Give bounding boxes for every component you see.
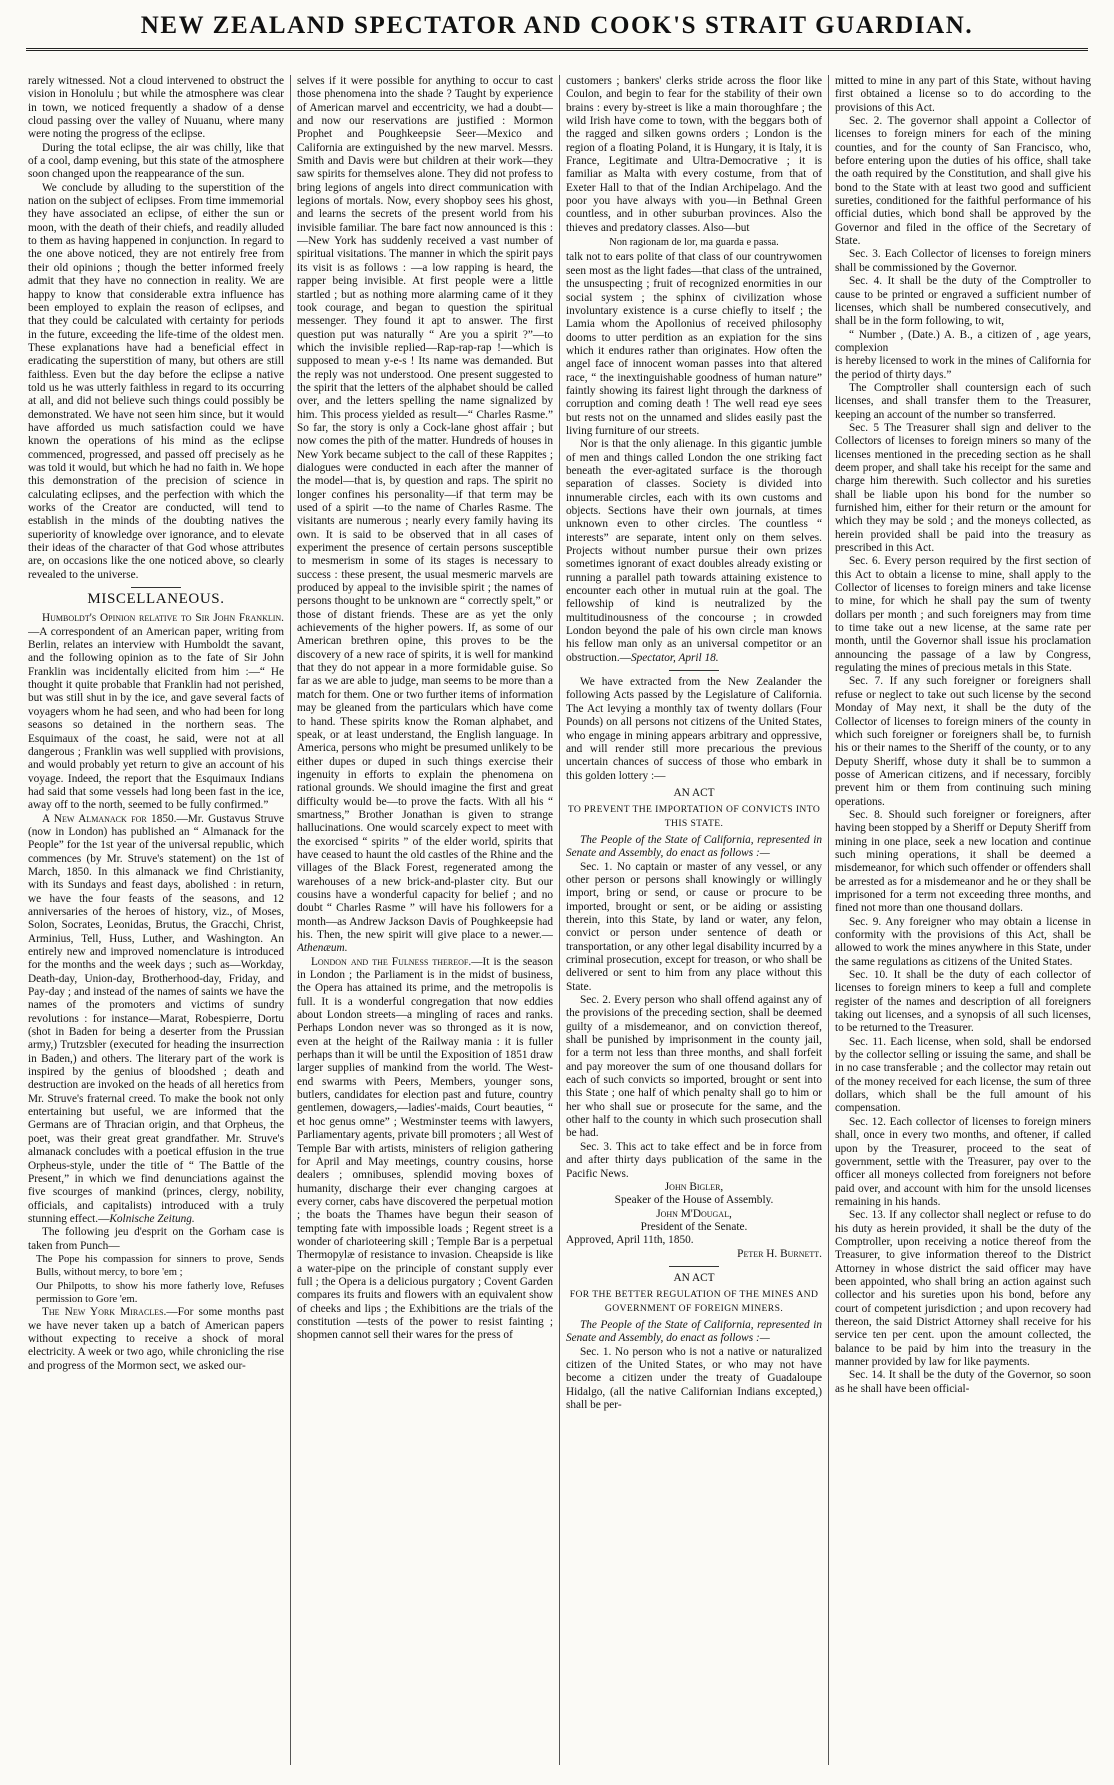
section-divider — [669, 670, 719, 671]
signatory-role: Speaker of the House of Assembly. — [614, 1194, 774, 1207]
article-lead: London and the Fulness thereof. — [311, 955, 472, 968]
act-section: Sec. 8. Should such foreigner or foreigners, after having been stopped by a Sheriff or Deputy Sheriff from mining in one place, seek a new location and continue such mining operations, it shall be deemed a misdemeanor, for which such offender or offenders shall be arrested as for a misdemeanor and he or they shall be imprisoned for a term not exceeding three months, and fined not more than one thousand dollars. — [835, 808, 1091, 915]
act-section: Sec. 14. It shall be the duty of the Governor, so soon as he shall have been official- — [835, 1369, 1091, 1395]
section-heading-miscellaneous: MISCELLANEOUS. — [87, 591, 225, 608]
signatory-role: President of the Senate. — [640, 1220, 748, 1233]
article-lead: A New Almanack for 1850. — [42, 812, 177, 825]
article-miracles-continued — [297, 75, 553, 956]
act-section: Sec. 12. Each collector of licenses to foreign miners shall, once in every two months, and oftener, if called upon by the Treasurer, proceed to the seat of government, settle with the Treasurer, pay over to the officer all moneys collected from foreigners not before paid over, and account with him for the unsold licenses remaining in his hands. — [835, 1115, 1091, 1208]
article-source: Athenæum. — [297, 942, 348, 955]
column-2 — [297, 75, 553, 1765]
article-almanack — [28, 813, 284, 1227]
column-1 — [28, 75, 284, 1765]
act-section: Sec. 6. Every person required by the first section of this Act to obtain a license to mine, shall apply to the Collector of licenses to foreign miners and take license to mine, for which he shall pay the sum of twenty dollars per month ; and such foreigners may from time to time take out a new license, at the same rate per month, until the Governor shall issue his proclamation announcing the passage of a law by Congress, regulating the mines of precious metals in this State. — [835, 555, 1091, 675]
act-section: Sec. 2. The governor shall appoint a Collector of licenses to foreign miners for each of the mining counties, and for the county of San Francisco, who, before entering upon the duties of his office, shall take the oath required by the Constitution, and shall give his bond to the State with at least two good and sufficient sureties, conditioned for the faithful performance of his official duties, which bond shall be approved by the Governor and filed in the office of the Secretary of State. — [835, 115, 1091, 248]
column-divider — [559, 75, 560, 1765]
column-divider — [290, 75, 291, 1765]
verse-line: Our Philpotts, to show his more fatherly love, Refuses permission to Gore 'em. — [36, 1280, 284, 1305]
acts-intro: We have extracted from the New Zealander the following Acts passed by the Legislature of California. The Act levying a monthly tax of twenty dollars (Four Pounds) on all persons not citizens of the United States, who engage in mining appears arbitrary and oppressive, and will render still more precarious the previous uncertain chances of success of those who embark in this golden lottery :— — [566, 676, 822, 782]
article-body: —For some months past we have never taken up a batch of American papers without expecting to receive a shock of moral electricity. A week or two ago, while chronicling the rise and progress of the Mormon sect, we asked our- — [28, 1306, 284, 1372]
signatory-name: Peter H. Burnett. — [737, 1247, 822, 1260]
license-form: “ Number , (Date.) A. B., a citizen of , age years, complexion — [835, 328, 1091, 354]
act-section-continued: mitted to mine in any part of this State, without having first obtained a license so to do according to the provisions of this Act. — [835, 75, 1091, 114]
column-4 — [835, 75, 1091, 1765]
article-miracles — [28, 1306, 284, 1373]
column-divider — [828, 75, 829, 1765]
section-divider — [669, 1266, 719, 1267]
signatory-name: John M'Dougal, — [656, 1207, 732, 1220]
act-section: Sec. 1. No captain or master of any vessel, or any other person or persons shall knowingly or willingly import, bring or send, or cause or procure to be imported, brought or sent, or be aiding or assisting therein, into this State, by land or water, any felon, convict or person under sentence of death or transportation, or any other legal disability incurred by a criminal prosecution, except for treason, or who shall be delivered or sent to him from any place without this State. — [566, 860, 822, 993]
section-divider — [131, 587, 181, 588]
article-london — [297, 956, 553, 1343]
act-subtitle: TO PREVENT THE IMPORTATION OF CONVICTS INTO THIS STATE. — [567, 804, 821, 829]
article-london-continued: customers ; bankers' clerks stride across the floor like Coulon, and begin to fear for the stability of their own brains : every by-street is like a main thoroughfare ; the wild Irish have come to town, with the beggars both of the ragged and silken gowns orders ; London is the region of a floating Poland, it is Hungary, it is Italy, it is France, Legitimate and Ultra-Democrative ; it is familiar as Malta with every costume, from that of Exeter Hall to that of the Indian Archipelago. And the poor you have always with you—in Bethnal Green countless, and in other suburban provinces. Also the thieves and predatory classes. Also—but — [566, 75, 822, 234]
act-section: Sec. 3. This act to take effect and be in force from and after thirty days publication of the same in the Pacific News. — [566, 1140, 822, 1180]
jeu-intro: The following jeu d'esprit on the Gorham case is taken from Punch— — [28, 1226, 284, 1252]
act-title: AN ACT — [673, 1271, 715, 1284]
verse-line: The Pope his compassion for sinners to prove, Sends Bulls, without mercy, to bore 'em ; — [36, 1253, 284, 1279]
act-section: Sec. 7. If any such foreigner or foreigners shall refuse or neglect to take out such license by the second Monday of May next, it shall be the duty of the Collector of licenses to foreign miners of the county in which such foreigner or foreigners shall be, to furnish his or their names to the Sheriff of the county, or to any Deputy Sheriff, whose duty it shall be to summon a posse of American citizens, and if necessary, forcibly prevent him or them from continuing such mining operations. — [835, 675, 1091, 808]
article-paragraph: talk not to ears polite of that class of our countrywomen seen most as the light fades—that class of the untrained, the unsuspecting ; fruit of recognized enormities in our social system ; the sphinx of civilization whose involuntary existence is a curse chiefly to itself ; the Lamia whom the Apollonius of received philosophy dooms to utter perdition as an expiation for the sins which it endures rather than originates. How often the angel face of innocent woman passes into that altered race, “ the inextinguishable goodness of human nature” faintly showing its fairest light through the darkness of corruption and coming death ! The well read eye sees but rests not on the unnamed and slides easily past the living furniture of our streets. — [566, 251, 822, 437]
act-title: AN ACT — [673, 786, 715, 799]
act-section: Sec. 4. It shall be the duty of the Comptroller to cause to be printed or engraved a sufficient number of licenses, which shall be numbered consecutively, and shall be in the form following, to wit, — [835, 275, 1091, 328]
newspaper-title: NEW ZEALAND SPECTATOR AND COOK'S STRAIT GUARDIAN. — [140, 12, 974, 39]
article-body: selves if it were possible for anything to occur to cast those phenomena into the shade ? Taught by experience of American marvel and eccentricity, we had a doubt—and now our reservations are justified : Mormon Prophet and Poughkeepsie Seer—Mexico and California are extinguished by the new marvel. Messrs. Smith and Davis were but children at their work—they saw spirits for themselves alone. They did not profess to bring legions of angels into direct communication with legions of mortals. Now, every shopboy sees his ghost, and learns the secrets of the present world from his invisible familiar. The bare fact now announced is this : —New York has suddenly received a vast number of spiritual visitations. The manner in which the spirit pays its visit is as follows : —a low rapping is heard, the rapper being invisible. At first people were a little startled ; but as nothing more alarming came of it they took courage, and began to question the spiritual messenger. They found it apt to answer. The first question put was naturally “ Are you a spirit ?”—to which the invisible replied—Rap-rap-rap !—which is supposed to mean y-e-s ! Its name was demanded. But the reply was not understood. One present suggested to the spirit that the letters of the alphabet should be called over, and the letters spelling the name signalized by him. This process yielded as result—“ Charles Rasme.” So far, the story is only a Cock-lane ghost affair ; but now comes the pith of the matter. Hundreds of houses in New York became subject to the call of these Rappites ; dialogues were conducted in each after the manner of the model—that is, by question and raps. The spirit no longer confines his personality—if that term may be used of a spirit —to the name of Charles Rasme. The visitants are numerous ; nearly every family having its own. It is said to be observed that in all cases of experiment the presence of certain persons susceptible to mesmerism in some of its stages is necessary to success : these present, the usual mesmeric marvels are produced by appeal to the invisible spirit ; the names of persons thought to be unknown are “ correctly spelt,” or those of distant friends. These are as yet the only achievements of the higher powers. If, as some of our American brethren opine, this proves to be the discovery of a new race of spirits, it is well for mankind that they do not appear in a more formidable guise. So far as we are able to judge, man seems to be more than a match for them. One or two further items of information may be gleaned from the particulars which have come to hand. These spirits know the Roman alphabet, and speak, or at least understand, the English language. In America, persons who might be presumed unlikely to be either dupes or duped in such things exercise their ingenuity in efforts to explain the phenomena on rational grounds. We should imagine the first and great difficulty would be—to prove the facts. With all his “ smartness,” Brother Jonathan is given to strange hallucinations. One would scarcely expect to meet with the exorcised “ spirits ” of the elder world, spirits that have ceased to haunt the old castles of the Rhine and the villages of the Black Forest, regenerated among the warehouses of a new brick-and-plaster city. But our cousins have a wonderful capacity for belief ; and no doubt “ Charles Rasme ” will have his followers for a month—as Andrew Jackson Davis of Poughkeepsie had his. Then, the new spirit will give place to a newer.— — [297, 75, 553, 941]
act-paragraph: The Comptroller shall countersign each of such licenses, and shall transfer them to the Treasurer, keeping an account of the number so transferred. — [835, 381, 1091, 421]
act-section: Sec. 11. Each license, when sold, shall be endorsed by the collector selling or issuing the same, and shall be in no case transferable ; and the collector may retain out of the money received for each license, the sum of three dollars, which shall be the full amount of his compensation. — [835, 1035, 1091, 1115]
motto-quote: Non ragionam de lor, ma guarda e passa. — [609, 237, 779, 249]
article-source: Kolnische Zeitung. — [109, 1212, 195, 1225]
act-section: Sec. 5 The Treasurer shall sign and deliver to the Collectors of licenses to foreign miners so many of the licenses mentioned in the preceding section as he shall deem proper, and shall take his receipt for the same and charge him therewith. Such collector and his sureties shall be liable upon his bond for the number so furnished him, either for their return or the amount for which they may be sold ; and the moneys collected, as herein provided shall be paid into the treasury as prescribed in this Act. — [835, 421, 1091, 555]
article-paragraph — [566, 438, 822, 665]
act-subtitle: FOR THE BETTER REGULATION OF THE MINES AND GOVERNMENT OF FOREIGN MINERS. — [569, 1289, 819, 1314]
act-section: Sec. 13. If any collector shall neglect or refuse to do his duty as herein provided, it shall be the duty of the Comptroller, upon receiving a notice thereof from the Treasurer, to give information thereof to the District Attorney in whose district the said officer may have been appointed, who shall bring an action against such collector and his sureties upon his bond, before any court of competent jurisdiction ; and upon recovery had thereon, the said District Attorney shall receive for his service ten per cent. upon the amount collected, the balance to be paid by him into the treasury in the manner provided by law for like payments. — [835, 1209, 1091, 1368]
license-form: is hereby licensed to work in the mines of California for the period of thirty days.” — [835, 355, 1091, 381]
article-body: —A correspondent of an American paper, writing from Berlin, relates an interview with Humboldt the savant, and the following opinion as to the fate of Sir John Franklin was incidentally elicited from him :—“ He thought it quite probable that Franklin had not perished, but was still shut in by the ice, and gave several facts of voyagers whom he had seen, and who had been for long seasons so detained in the northern seas. The Esquimaux of the coast, he said, were not at all dangerous ; Franklin was well supplied with provisions, and would probably yet return to give an account of his voyage. Indeed, the report that the Esquimaux Indians had said that some vessels had long been fast in the ice, away off to the north, seemed to be fully confirmed.” — [28, 625, 284, 812]
eclipse-paragraph: During the total eclipse, the air was chilly, like that of a cool, damp evening, but this state of the atmosphere soon changed upon the reappearance of the sun. — [28, 141, 284, 181]
article-lead: The New York Miracles. — [42, 1306, 167, 1319]
article-body: Nor is that the only alienage. In this gigantic jumble of men and things called London the one striking fact beneath the ever-agitated surface is the thorough separation of classes. Society is divided into innumerable circles, each with its own customs and objects. Sections have their own journals, at times unknown even to other circles. The countless “ interests” are separate, intent only on them selves. Projects without number pursue their own prizes sometimes ignorant of exact doubles already existing or running a parallel path towards attaining existence to encounter each other in mutual ruin at the goal. The fellowship of kind is neutralized by the multitudinousness of the concourse ; in crowded London beyond the pale of his own circle man knows his fellow man only as an universal competitor or an obstruction.— — [566, 438, 822, 664]
signatory-name: John Bigler, — [664, 1180, 724, 1193]
eclipse-paragraph: rarely witnessed. Not a cloud intervened to obstruct the vision in Honolulu ; but while the atmosphere was clear in town, we noticed frequently a shadow of a dense cloud passing over the valley of Nuuanu, where many were noting the progress of the eclipse. — [28, 75, 284, 141]
article-body: —It is the season in London ; the Parliament is in the midst of business, the Opera has attained its prime, and the metropolis is full. It is a wonderful congregation that now eddies about London streets—a mingling of races and ranks. Perhaps London never was so thronged as it is now, even at the height of the Railway mania : it is fuller perhaps than it will be until the Exposition of 1851 draw larger supplies of mankind from the world. The West-end swarms with Peers, Members, younger sons, butlers, candidates for election past and future, country gentlemen, dowagers,—ladies'-maids, Court beauties, “ et hoc genus omne” ; Westminster teems with lawyers, Parliamentary agents, private bill promoters ; all West of Temple Bar with artists, ministers of religion gathering for April and May meetings, country cousins, horse dealers ; omnibuses, splendid moving boxes of humanity, discharge their ever changing cargoes at every corner, cabs have discovered the perpetual motion ; the boats the Thames have begun their season of tempting fate with impossible loads ; Regent street is a wonder of charioteering skill ; Temple Bar is a perpetual Thermopylæ of resistance to invasion. Cheapside is like a water-pipe on the principle of constant supply ever full ; the Opera is a delicious purgatory ; Covent Garden compares its fruits and flowers with an equivalent show of cheeks and lips ; the Exhibitions are the trials of the constitution —tests of the power to resist fainting ; shopmen cannot sell their wares for the press of — [297, 955, 553, 1342]
approval-date: Approved, April 11th, 1850. — [566, 1234, 694, 1247]
article-humboldt — [28, 612, 284, 812]
act-section: Sec. 2. Every person who shall offend against any of the provisions of the preceding section, shall be deemed guilty of a misdemeanor, and on conviction thereof, shall be punished by imprisonment in the county jail, for a term not less than three months, and shall forfeit and pay moreover the sum of one thousand dollars for each of such convicts so imported, brought or sent into this State ; one half of which penalty shall go to him or her who shall sue or prosecute for the same, and the other half to the county in which such prosecution shall be had. — [566, 994, 822, 1140]
masthead-rule — [26, 48, 1088, 51]
article-source: Spectator, April 18. — [630, 651, 719, 664]
act-section: Sec. 3. Each Collector of licenses to foreign miners shall be commissioned by the Governor. — [835, 248, 1091, 274]
act-enacting-clause: The People of the State of California, represented in Senate and Assembly, do enact as follows :— — [566, 1318, 822, 1345]
article-lead: Humboldt's Opinion relative to Sir John Franklin. — [42, 612, 284, 625]
act-section: Sec. 1. No person who is not a native or naturalized citizen of the United States, or who may not have become a citizen under the treaty of Guadaloupe Hidalgo, (all the native Californian Indians excepted,) shall be per- — [566, 1345, 822, 1411]
masthead — [0, 0, 1114, 52]
eclipse-paragraph: We conclude by alluding to the superstition of the nation on the subject of eclipses. From time immemorial they have associated an eclipse, of either the sun or moon, with the death of their chiefs, and readily alluded to them as having happened in conjunction. In regard to the one above noticed, they are not entirely free from their old opinions ; though the better informed freely admit that they have no connection in reality. We are happy to know that considerable extra influence has been employed to explain the reason of eclipses, and that they could be calculated with certainty for periods in the future, exceeding the life-time of the oldest men. These explanations have had a beneficial effect in eradicating the superstition of many, but others are still faithless. Even but the day before the eclipse a native told us he was utterly faithless in regard to its occurring at all, and did not believe such things could possibly be demonstrated. We have not seen him since, but it would have afforded us much satisfaction could we have known the operations of his mind as the eclipse commenced, progressed, and passed off precisely as he was told it would, but which he had no faith in. We hope this demonstration of the precision of science in calculating eclipses, and the perfection with which the works of the Creator are conducted, will tend to establish in the minds of the doubting natives the superiority of knowledge over ignorance, and to elevate their ideas of the character of that God whose attributes are, on occasions like the one noticed above, so clearly revealed to the universe. — [28, 181, 284, 581]
article-body: —Mr. Gustavus Struve (now in London) has published an “ Almanack for the People” for the 1st year of the universal republic, which commences (by Mr. Struve's statement) on the 1st of March, 1850. In this almanack we find Christianity, with its Sundays and feast days, abolished : in return, we have the four feasts of the seasons, and 12 anniversaries of the heroes of history, viz., of Moses, Solon, Socrates, Leonidas, Brutus, the Gracchi, Christ, Arminius, Tell, Huss, Luther, and Washington. An entirely new and improved nomenclature is introduced for the months and the week days ; such as—Workday, Death-day, Union-day, Brotherhood-day, Friday, and Pay-day ; and instead of the names of saints we have the names of the promoters and victims of sundry revolutions : for instance—Marat, Robespierre, Dortu (shot in Baden for being a deserter from the Prussian army,) Trutzsbler (executed for heading the insurrection in Baden,) and others. The literary part of the work is inspired by the genius of bloodshed ; death and destruction are invoked on the heads of all heretics from Mr. Struve's fraternal creed. To make the book not only entertaining but useful, we are informed that the Germans are of Thracian origin, and that Orpheus, the poet, was their great great grandfather. Mr. Struve's almanack concludes with a poetical effusion in the true Orpheus-style, under the title of “ The Battle of the Present,” in which we find denunciations against the five scourges of mankind (princes, clergy, nobility, officials, and capitalists) introduced with a truly stunning effect.— — [28, 812, 284, 1225]
column-3 — [566, 75, 822, 1765]
act-section: Sec. 10. It shall be the duty of each collector of licenses to foreign miners to keep a full and complete register of the names and description of all foreigners taking out licenses, and a synopsis of all such licenses, to be returned to the Treasurer. — [835, 969, 1091, 1035]
act-section: Sec. 9. Any foreigner who may obtain a license in conformity with the provisions of this Act, shall be allowed to work the mines anywhere in this State, under the same regulations as citizens of the United States. — [835, 915, 1091, 968]
act-enacting-clause: The People of the State of California, represented in Senate and Assembly, do enact as follows :— — [566, 833, 822, 860]
